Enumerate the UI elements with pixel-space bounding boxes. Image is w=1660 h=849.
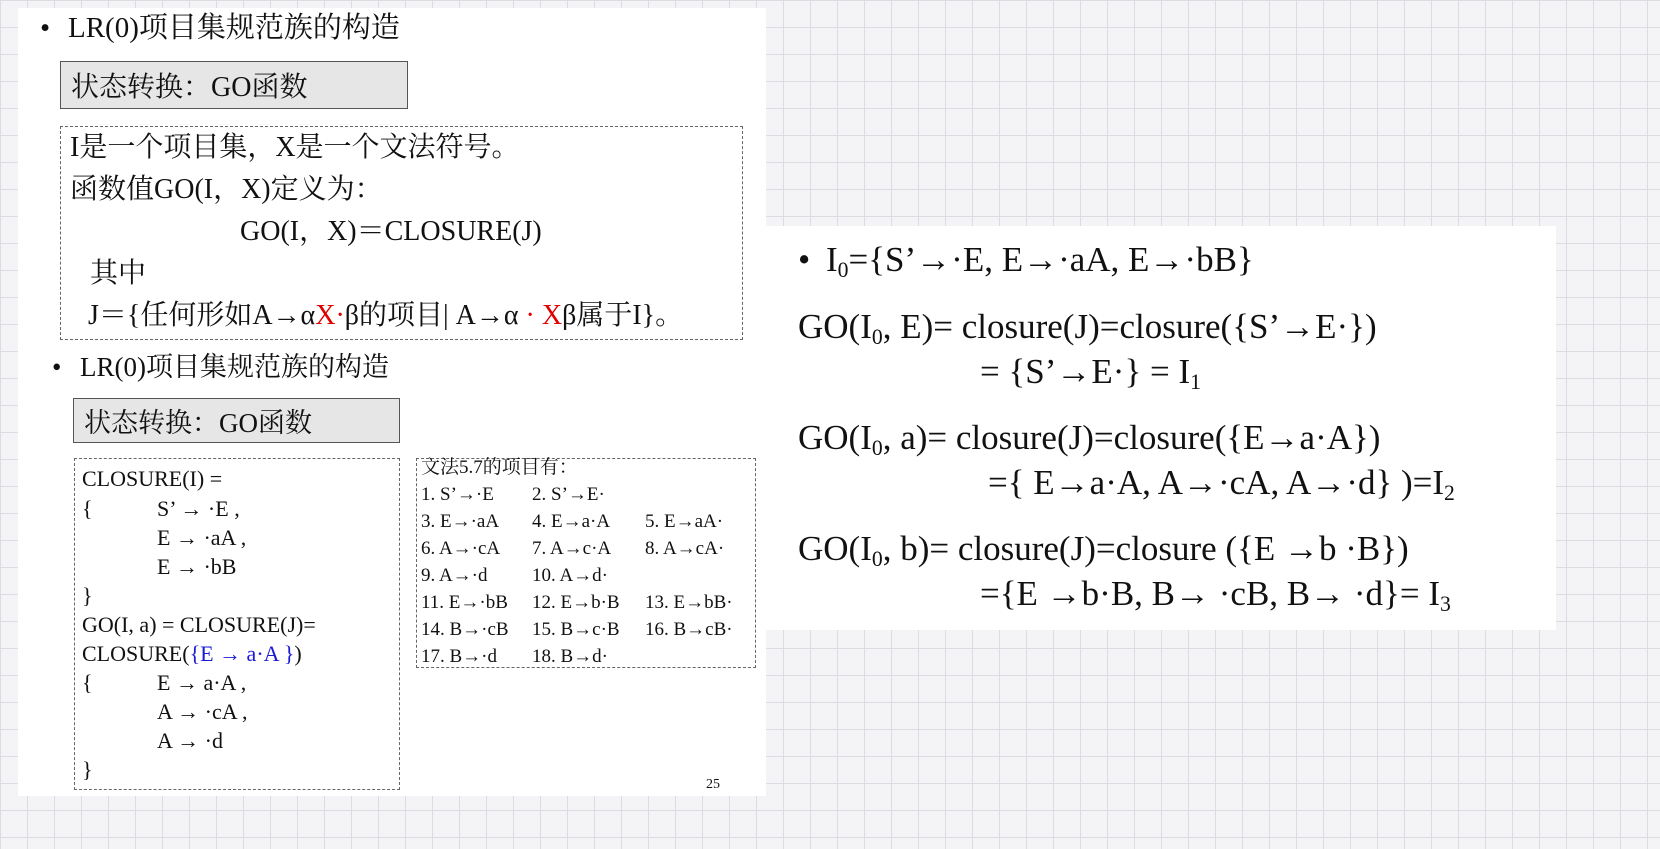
- j-def-x-highlight-1: X·: [315, 300, 345, 331]
- item-18: 18. B→d·: [532, 646, 608, 667]
- def-line-2: 函数值GO(I，X)定义为：: [70, 174, 383, 205]
- item-5: 5. E→aA·: [645, 511, 724, 532]
- items-row: [421, 482, 645, 509]
- closure-line-1: CLOSURE(I) =: [82, 466, 223, 491]
- go-a-subscript: 0: [871, 436, 883, 461]
- closure-open-brace-2: {: [82, 670, 93, 695]
- go-a-prefix: GO(I: [798, 418, 872, 457]
- item-8: 8. A→cA·: [645, 538, 725, 559]
- i0-definition: [826, 238, 1254, 282]
- item-9: 9. A→·d: [421, 565, 488, 586]
- go-a-result-set: ={ E→a·A, A→·cA, A→·d} )=I: [988, 463, 1445, 502]
- closure-item-4: E → a·A ,: [157, 670, 247, 695]
- def-line-3: GO(I，X)＝CLOSURE(J): [240, 216, 542, 247]
- items-row: [421, 644, 645, 671]
- closure-item-2: E → ·aA ,: [157, 525, 247, 550]
- item-6: 6. A→·cA: [421, 538, 501, 559]
- go-i-a-line: GO(I, a) = CLOSURE(J)=: [82, 612, 316, 637]
- slide1-go-function-label-text: 状态转换：GO函数: [71, 72, 308, 103]
- go-b-expression: , b)= closure(J)=closure ({E →b ·B}): [882, 529, 1409, 568]
- items-row: [421, 509, 723, 536]
- item-3: 3. E→·aA: [421, 511, 500, 532]
- go-b-prefix: GO(I: [798, 529, 872, 568]
- item-2: 2. S’→E·: [532, 484, 605, 505]
- item-17: 17. B→·d: [421, 646, 497, 667]
- slide2-go-function-label-text: 状态转换：GO函数: [84, 408, 312, 438]
- go-e-line: [798, 305, 1377, 349]
- page-number: 25: [706, 777, 720, 792]
- closure-j-highlight: {E → a·A }: [189, 641, 295, 666]
- go-e-result: [980, 350, 1201, 394]
- def-line-1: I是一个项目集，X是一个文法符号。: [70, 132, 520, 163]
- items-row: [421, 536, 724, 563]
- j-def-part-1: J＝{任何形如A→α: [88, 300, 316, 331]
- closure-j-prefix: CLOSURE(: [82, 641, 190, 666]
- go-b-line: [798, 527, 1409, 571]
- go-b-result-subscript: 3: [1440, 592, 1451, 617]
- slide1-go-function-label: [60, 61, 408, 109]
- item-4: 4. E→a·A: [532, 511, 611, 532]
- closure-item-6: A → ·d: [157, 728, 223, 753]
- item-12: 12. E→b·B: [532, 592, 620, 613]
- go-a-result: [988, 461, 1455, 505]
- closure-j-line: [82, 638, 302, 669]
- items-row: [421, 590, 733, 617]
- go-e-prefix: GO(I: [798, 307, 872, 346]
- closure-j-suffix: ): [294, 641, 302, 666]
- item-10: 10. A→d·: [532, 565, 608, 586]
- j-definition: [88, 298, 683, 334]
- item-1: 1. S’→·E: [421, 484, 494, 505]
- i0-prefix: I: [826, 240, 838, 279]
- slide1-bullet-title: • LR(0)项目集规范族的构造: [68, 10, 400, 46]
- item-13: 13. E→bB·: [645, 592, 733, 613]
- go-e-expression: , E)= closure(J)=closure({S’→E·}): [882, 307, 1377, 346]
- go-a-line: [798, 416, 1380, 460]
- closure-item-1: S’ → ·E ,: [157, 496, 240, 521]
- item-16: 16. B→cB·: [645, 619, 733, 640]
- closure-close-brace-1: }: [82, 583, 93, 608]
- closure-close-brace-2: }: [82, 757, 93, 782]
- closure-item-5: A → ·cA ,: [157, 699, 248, 724]
- slide2-go-function-label: [73, 398, 400, 443]
- j-def-part-3: β属于I}。: [562, 300, 684, 331]
- item-14: 14. B→·cB: [421, 619, 509, 640]
- slide2-bullet-title: • LR(0)项目集规范族的构造: [80, 350, 389, 384]
- closure-open-brace-1: {: [82, 496, 93, 521]
- i0-subscript: 0: [837, 258, 849, 283]
- items-row: [421, 617, 733, 644]
- go-b-result-set: ={E →b·B, B→ ·cB, B→ ·d}= I: [980, 574, 1440, 613]
- go-b-result: [980, 572, 1451, 616]
- go-a-result-subscript: 2: [1444, 481, 1455, 506]
- item-15: 15. B→c·B: [532, 619, 620, 640]
- items-title: 文法5.7的项目有：: [421, 457, 578, 478]
- item-11: 11. E→·bB: [421, 592, 508, 613]
- closure-item-3: E → ·bB: [157, 554, 237, 579]
- items-row: [421, 563, 645, 590]
- go-e-result-set: = {S’→E·} = I: [980, 352, 1191, 391]
- go-b-subscript: 0: [871, 547, 883, 572]
- go-e-result-subscript: 1: [1190, 370, 1201, 395]
- item-7: 7. A→c·A: [532, 538, 612, 559]
- go-e-subscript: 0: [871, 325, 883, 350]
- j-def-part-2: β的项目| A→α: [344, 300, 519, 331]
- i0-set: ={S’→·E, E→·aA, E→·bB}: [848, 240, 1254, 279]
- go-a-expression: , a)= closure(J)=closure({E→a·A}): [882, 418, 1381, 457]
- def-line-4: 其中: [90, 258, 147, 289]
- j-def-x-highlight-2: · X: [518, 300, 563, 331]
